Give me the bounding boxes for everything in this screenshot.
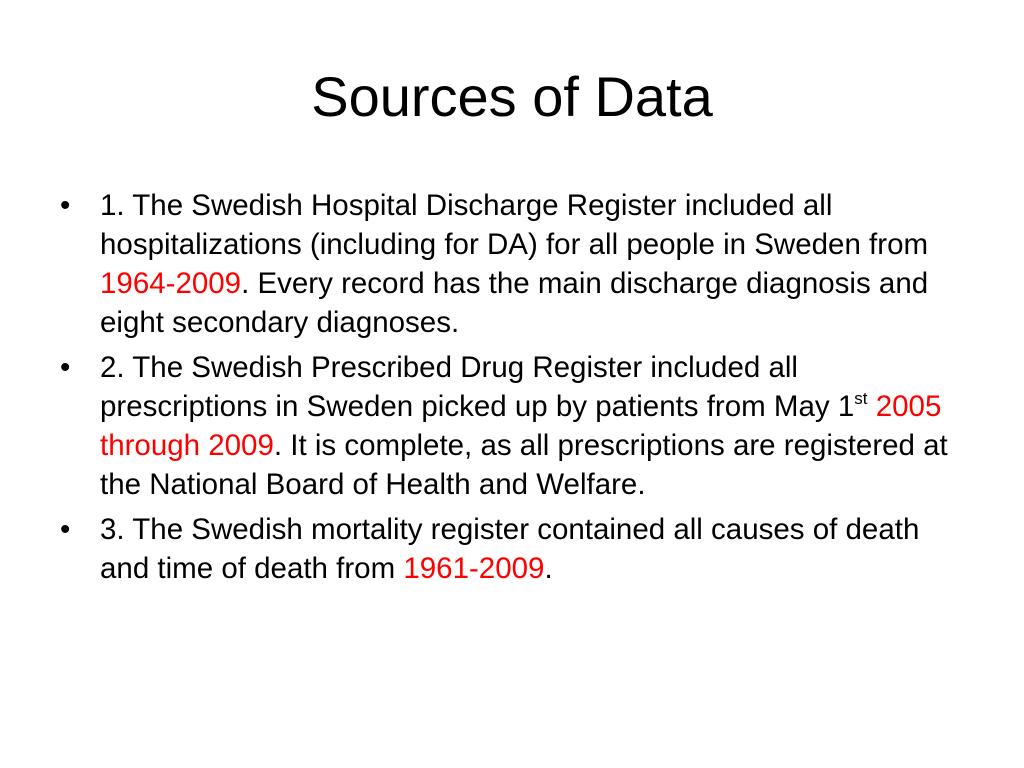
bullet-text-continued: . It is complete, as all prescriptions are registered at the National Board of Health and Welfare. <box>100 429 948 501</box>
bullet-icon: • <box>60 513 71 546</box>
slide-title: Sources of Data <box>311 65 713 128</box>
bullet-text: 1. The Swedish Hospital Discharge Register included all hospitalizations (including for DA) for all people in Sweden from <box>100 189 929 261</box>
bullet-icon: • <box>60 351 71 384</box>
bullet-text-continued: . Every record has the main discharge diagnosis and eight secondary diagnoses. <box>100 267 929 339</box>
bullet-text: 3. The Swedish mortality register contained all causes of death and time of death from <box>100 513 920 585</box>
bullet-item-hospital-discharge-register <box>60 186 970 342</box>
highlighted-year-range: 1964-2009 <box>100 267 242 300</box>
highlighted-year-range: 2005 through 2009 <box>100 390 942 462</box>
bullet-item-mortality-register <box>60 510 970 588</box>
bullet-text: 2. The Swedish Prescribed Drug Register included all prescriptions in Sweden picked up by patients from May 1 <box>100 351 855 423</box>
bullet-list <box>60 186 970 594</box>
bullet-text-continued: . <box>544 552 553 585</box>
highlighted-year-range: 1961-2009 <box>403 552 545 585</box>
ordinal-superscript: st <box>854 389 868 408</box>
bullet-icon: • <box>60 189 71 222</box>
bullet-item-prescribed-drug-register <box>60 348 970 504</box>
